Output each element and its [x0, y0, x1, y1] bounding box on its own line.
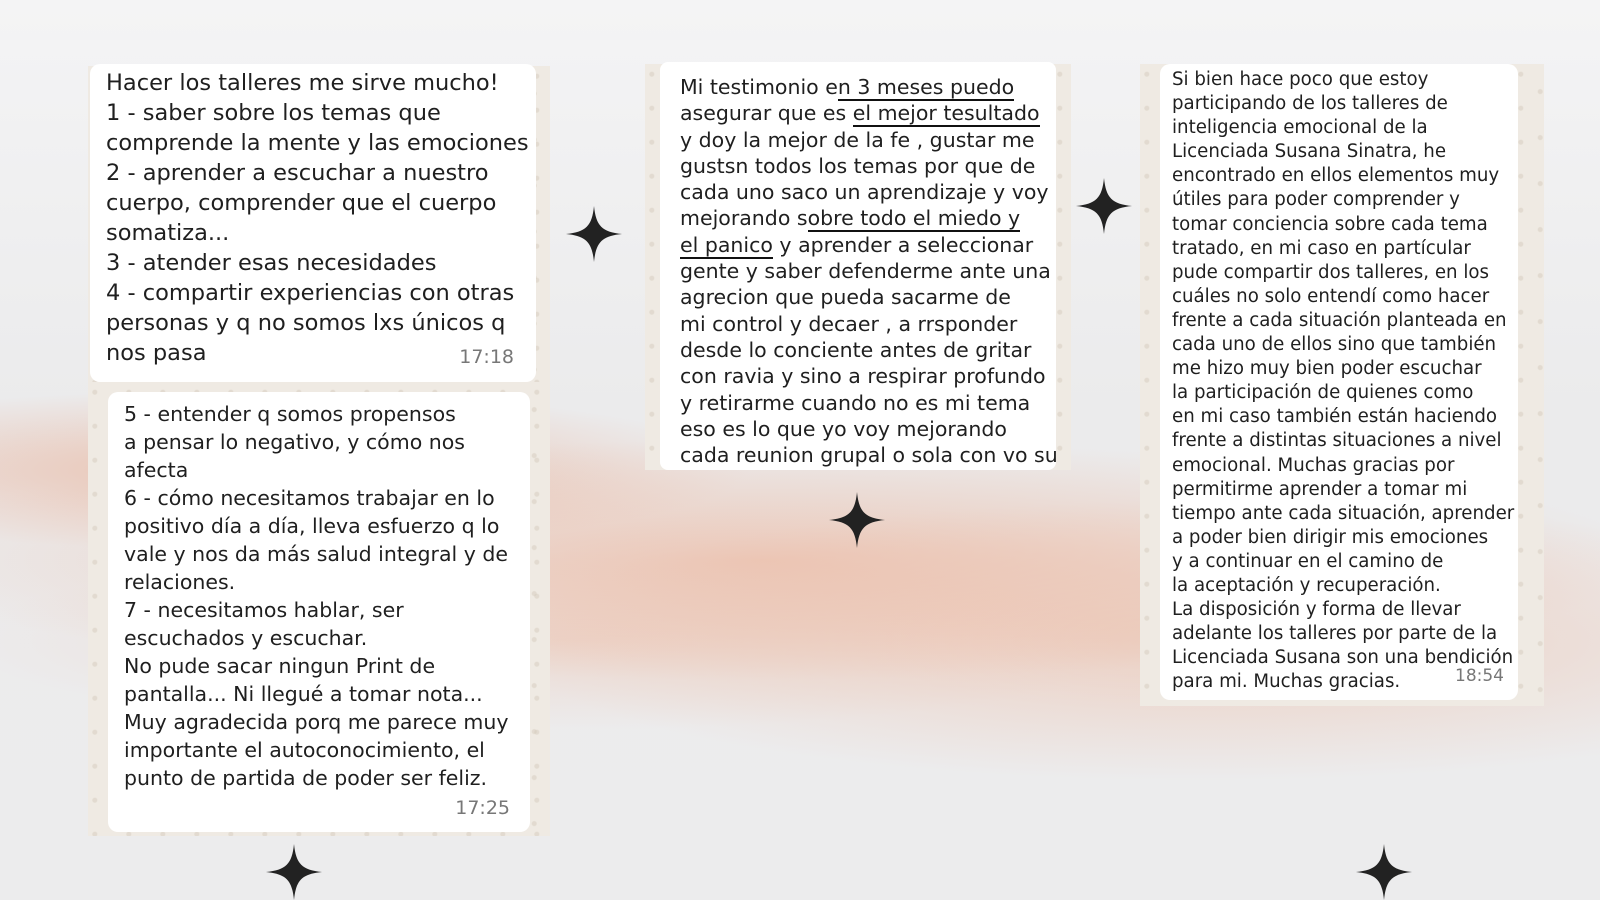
- message-line: con ravia y sino a respirar profundo: [680, 364, 1046, 389]
- message-line: eso es lo que yo voy mejorando: [680, 416, 1007, 441]
- message-line: importante el autoconocimiento, el: [124, 738, 485, 762]
- message-text: asegurar que es: [680, 101, 853, 126]
- message-bubble-testimonial-3: [660, 62, 1056, 470]
- message-line: tomar conciencia sobre cada tema: [1172, 213, 1488, 235]
- message-timestamp: 18:54: [1455, 665, 1504, 686]
- sparkle-star-icon: [566, 206, 622, 262]
- message-bubble-testimonial-2: [108, 392, 530, 832]
- message-line: somatiza...: [106, 220, 230, 246]
- message-line: [680, 232, 1056, 258]
- message-line: Si bien hace poco que estoy: [1172, 69, 1429, 90]
- message-line: Licenciada Susana Sinatra, he: [1172, 141, 1447, 163]
- message-line: 7 - necesitamos hablar, ser: [124, 598, 404, 622]
- message-line: 5 - entender q somos propensos: [124, 402, 456, 426]
- message-line: gente y saber defenderme ante una: [680, 259, 1051, 284]
- message-line: punto de partida de poder ser feliz.: [124, 766, 488, 790]
- message-line: escuchados y escuchar.: [124, 626, 368, 650]
- message-line: No pude sacar ningun Print de: [124, 654, 436, 678]
- message-line: vale y nos da más salud integral y de: [124, 542, 509, 566]
- underlined-text: obre todo el miedo y: [807, 206, 1021, 231]
- message-line: La disposición y forma de llevar: [1172, 599, 1461, 621]
- underlined-text: el panico: [680, 232, 773, 257]
- message-line: inteligencia emocional de la: [1172, 117, 1428, 139]
- message-line: tiempo ante cada situación, aprender: [1172, 502, 1515, 524]
- message-line: [680, 74, 1056, 100]
- message-line: mi control y decaer , a rrsponder: [680, 311, 1018, 336]
- message-line: en mi caso también están haciendo: [1172, 406, 1498, 428]
- message-line: frente a distintas situaciones a nivel: [1172, 430, 1502, 452]
- message-line: gustsn todos los temas por que de: [680, 153, 1036, 178]
- message-bubble-testimonial-1: [90, 64, 536, 382]
- message-line: 6 - cómo necesitamos trabajar en lo: [124, 486, 495, 510]
- message-timestamp: 17:18: [459, 346, 514, 368]
- sparkle-star-icon: [266, 844, 322, 900]
- message-line: 2 - aprender a escuchar a nuestro: [106, 160, 489, 186]
- message-line: cada uno saco un aprendizaje y voy: [680, 180, 1049, 205]
- message-line: y doy la mejor de la fe , gustar me: [680, 127, 1035, 152]
- sparkle-star-icon: [1356, 844, 1412, 900]
- message-text: mejorando s: [680, 206, 808, 231]
- message-line: 3 - atender esas necesidades: [106, 250, 437, 276]
- message-line: permitirme aprender a tomar mi: [1172, 478, 1468, 500]
- message-line: participando de los talleres de: [1172, 93, 1448, 115]
- message-line: y a continuar en el camino de: [1172, 550, 1444, 572]
- message-line: afecta: [124, 458, 189, 482]
- message-line: emocional. Muchas gracias por: [1172, 454, 1455, 476]
- message-line: tratado, en mi caso en partícular: [1172, 237, 1471, 259]
- message-line: cuerpo, comprender que el cuerpo: [106, 190, 497, 216]
- sparkle-star-icon: [829, 492, 885, 548]
- message-line: adelante los talleres por parte de la: [1172, 623, 1498, 645]
- message-line: cada reunion grupal o sola con vo su: [680, 443, 1058, 468]
- message-bubble-testimonial-4: [1160, 64, 1518, 700]
- message-line: cada uno de ellos sino que también: [1172, 334, 1497, 356]
- message-line: 1 - saber sobre los temas que: [106, 100, 441, 126]
- message-line: pantalla... Ni llegué a tomar nota...: [124, 682, 483, 706]
- message-text: y aprender a seleccionar: [772, 232, 1034, 257]
- message-line: a poder bien dirigir mis emociones: [1172, 526, 1489, 548]
- message-line: útiles para poder comprender y: [1172, 189, 1460, 211]
- message-line: desde lo conciente antes de gritar: [680, 337, 1032, 362]
- message-line: frente a cada situación planteada en: [1172, 309, 1507, 331]
- message-line: pude compartir dos talleres, en los: [1172, 261, 1490, 283]
- sparkle-star-icon: [1076, 178, 1132, 234]
- message-line: agrecion que pueda sacarme de: [680, 285, 1011, 310]
- message-line: positivo día a día, lleva esfuerzo q lo: [124, 514, 500, 538]
- message-line: la participación de quienes como: [1172, 382, 1474, 404]
- message-timestamp: 17:25: [455, 797, 510, 819]
- underlined-text: el mejor tesultado: [852, 101, 1040, 126]
- message-line: nos pasa: [106, 340, 207, 366]
- message-line: Muy agradecida porq me parece muy: [124, 710, 509, 734]
- message-text: Mi testimonio e: [680, 75, 838, 99]
- message-line: encontrado en ellos elementos muy: [1172, 165, 1500, 187]
- message-line: [680, 205, 1056, 231]
- message-line: para mi. Muchas gracias.: [1172, 671, 1401, 693]
- message-line: relaciones.: [124, 570, 236, 594]
- message-line: me hizo muy bien poder escuchar: [1172, 358, 1482, 380]
- message-line: 4 - compartir experiencias con otras: [106, 280, 515, 306]
- message-line: Hacer los talleres me sirve mucho!: [106, 70, 499, 96]
- message-line: personas y q no somos lxs únicos q: [106, 310, 506, 336]
- message-line: cuáles no solo entendí como hacer: [1172, 285, 1490, 307]
- message-line: Licenciada Susana son una bendición: [1172, 647, 1514, 669]
- message-line: [680, 100, 1056, 126]
- message-line: comprende la mente y las emociones: [106, 130, 529, 156]
- underlined-text: n 3 meses puedo: [837, 75, 1015, 99]
- message-line: la aceptación y recuperación.: [1172, 574, 1441, 596]
- message-line: y retirarme cuando no es mi tema: [680, 390, 1031, 415]
- message-line: a pensar lo negativo, y cómo nos: [124, 430, 465, 454]
